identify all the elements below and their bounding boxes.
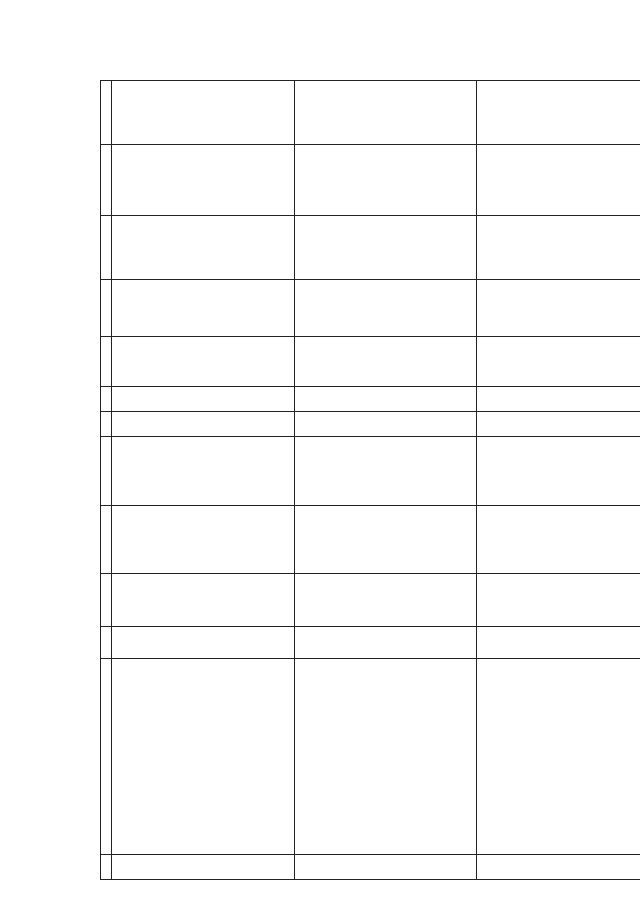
cell-col-9: [112, 336, 295, 386]
cell-col-12: [112, 144, 295, 215]
cell-col-8: [112, 386, 295, 411]
cell-col-11: [112, 215, 295, 279]
cell-col-10: [477, 279, 640, 336]
column-header: [101, 336, 112, 386]
cell-col-5: [477, 505, 640, 573]
cell-col-3: [477, 626, 640, 658]
cell-col-5: [294, 505, 477, 573]
cell-col-11: [477, 215, 640, 279]
column-header: [101, 81, 112, 145]
cell-col-10: [294, 279, 477, 336]
cell-col-2: [477, 658, 640, 854]
cell-col-11: [294, 215, 477, 279]
cell-col-13: [112, 81, 295, 145]
cell-col-12: [477, 144, 640, 215]
cell-col-7: [477, 412, 640, 437]
cell-col-1: [477, 854, 640, 879]
cell-col-2: [112, 658, 295, 854]
column-header: [101, 505, 112, 573]
registry-table: [100, 80, 640, 880]
cell-col-6: [477, 437, 640, 505]
cell-col-13: [477, 81, 640, 145]
cell-col-9: [477, 336, 640, 386]
cell-col-3: [112, 626, 295, 658]
table-body: [112, 81, 640, 880]
table-row: [294, 81, 477, 880]
cell-col-4: [477, 574, 640, 627]
cell-col-10: [112, 279, 295, 336]
cell-col-3: [294, 626, 477, 658]
column-header: [101, 144, 112, 215]
cell-col-8: [294, 386, 477, 411]
cell-col-7: [112, 412, 295, 437]
column-header: [101, 658, 112, 854]
table-row: [112, 81, 295, 880]
column-header: [101, 215, 112, 279]
column-header: [101, 437, 112, 505]
cell-col-6: [112, 437, 295, 505]
cell-col-4: [294, 574, 477, 627]
registry-sheet: [100, 80, 640, 880]
table-row: [477, 81, 640, 880]
cell-col-9: [294, 336, 477, 386]
cell-col-6: [294, 437, 477, 505]
cell-col-7: [294, 412, 477, 437]
cell-col-2: [294, 658, 477, 854]
cell-col-5: [112, 505, 295, 573]
cell-col-8: [477, 386, 640, 411]
column-header: [101, 574, 112, 627]
cell-col-12: [294, 144, 477, 215]
header-row: [101, 81, 112, 880]
column-header: [101, 626, 112, 658]
column-header: [101, 279, 112, 336]
column-header: [101, 854, 112, 879]
cell-col-13: [294, 81, 477, 145]
cell-col-4: [112, 574, 295, 627]
column-header: [101, 386, 112, 411]
cell-col-1: [112, 854, 295, 879]
column-header: [101, 412, 112, 437]
cell-col-1: [294, 854, 477, 879]
